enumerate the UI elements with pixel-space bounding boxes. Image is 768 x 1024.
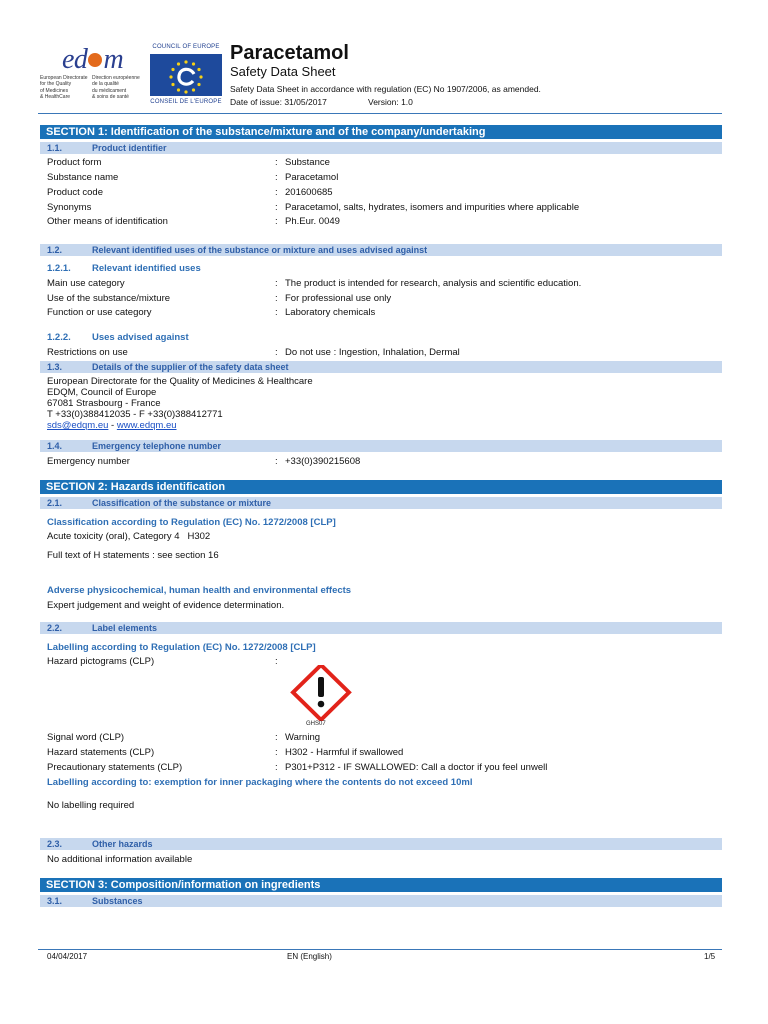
footer-divider	[38, 949, 722, 950]
header-divider	[38, 113, 722, 114]
document-subtitle: Safety Data Sheet	[230, 64, 336, 79]
footer-date: 04/04/2017	[47, 952, 88, 961]
label-row-precautionary-statements: Precautionary statements (CLP) : P301+P312 - IF SWALLOWED: Call a doctor if you feel unwell	[47, 762, 548, 773]
identifier-row-synonyms: Synonyms : Paracetamol, salts, hydrates, isomers and impurities where applicable	[47, 202, 580, 213]
supplier-contact-links: sds@edqm.eu - www.edqm.eu	[47, 420, 177, 431]
issue-date: Date of issue: 31/05/2017	[230, 97, 327, 107]
coe-label-bottom: CONSEIL DE L'EUROPE	[150, 99, 222, 105]
emergency-row: Emergency number : +33(0)390215608	[47, 456, 361, 467]
full-text-note: Full text of H statements : see section 16	[47, 550, 219, 561]
coe-flag-icon	[150, 54, 222, 96]
footer-language: EN (English)	[287, 952, 332, 961]
edqm-subtitle-en: European Directorate for the Quality of Medicines & HealthCare	[40, 75, 88, 100]
subsection-2-3-header: 2.3. Other hazards	[40, 838, 722, 850]
edqm-logo	[40, 44, 145, 110]
use-row-function: Function or use category : Laboratory chemicals	[47, 307, 376, 318]
document-title: Paracetamol	[230, 42, 349, 64]
document-version: Version: 1.0	[368, 97, 413, 107]
supplier-website-link[interactable]: www.edqm.eu	[116, 420, 177, 431]
clp-classification-heading: Classification according to Regulation (EC) No. 1272/2008 [CLP]	[47, 517, 336, 528]
supplier-line: European Directorate for the Quality of Medicines & Healthcare	[47, 376, 313, 387]
regulation-note: Safety Data Sheet in accordance with regulation (EC) No 1907/2006, as amended.	[230, 84, 541, 94]
supplier-email-link[interactable]: sds@edqm.eu	[47, 420, 109, 431]
classification-line: Acute toxicity (oral), Category 4 H302	[47, 531, 211, 542]
section-1-header: SECTION 1: Identification of the substance/mixture and of the company/undertaking	[40, 125, 722, 139]
edqm-wordmark: ed m	[62, 44, 124, 75]
edqm-orange-dot-icon	[88, 53, 102, 67]
supplier-line: EDQM, Council of Europe	[47, 387, 157, 398]
identifier-row-other-means: Other means of identification : Ph.Eur. 0049	[47, 216, 340, 227]
subsection-1-2-2-heading: 1.2.2. Uses advised against	[47, 332, 189, 343]
identifier-row-substance-name: Substance name : Paracetamol	[47, 172, 339, 183]
adverse-effects-text: Expert judgement and weight of evidence determination.	[47, 600, 285, 611]
council-of-europe-logo	[148, 44, 224, 108]
supplier-line: 67081 Strasbourg - France	[47, 398, 161, 409]
adverse-effects-heading: Adverse physicochemical, human health and environmental effects	[47, 585, 352, 596]
use-row-substance-use: Use of the substance/mixture : For professional use only	[47, 293, 392, 304]
restrictions-row: Restrictions on use : Do not use : Ingestion, Inhalation, Dermal	[47, 347, 460, 358]
identifier-row-product-form: Product form : Substance	[47, 157, 330, 168]
other-hazards-text: No additional information available	[47, 854, 193, 865]
subsection-2-2-header: 2.2. Label elements	[40, 622, 722, 634]
subsection-1-4-header: 1.4. Emergency telephone number	[40, 440, 722, 452]
subsection-1-2-header: 1.2. Relevant identified uses of the substance or mixture and uses advised against	[40, 244, 722, 256]
subsection-1-3-header: 1.3. Details of the supplier of the safety data sheet	[40, 361, 722, 373]
section-2-header: SECTION 2: Hazards identification	[40, 480, 722, 494]
subsection-1-2-1-heading: 1.2.1. Relevant identified uses	[47, 263, 201, 274]
ghs07-exclamation-icon	[286, 665, 356, 721]
subsection-2-1-header: 2.1. Classification of the substance or mixture	[40, 497, 722, 509]
exemption-heading: Labelling according to: exemption for inner packaging where the contents do not exceed 10ml	[47, 777, 473, 788]
use-row-main-category: Main use category : The product is intended for research, analysis and scientific education.	[47, 278, 582, 289]
coe-label-top: COUNCIL OF EUROPE	[152, 44, 220, 50]
identifier-row-product-code: Product code : 201600685	[47, 187, 333, 198]
pictograms-row: Hazard pictograms (CLP) :	[47, 656, 278, 667]
label-row-signal-word: Signal word (CLP) : Warning	[47, 732, 321, 743]
label-row-hazard-statements: Hazard statements (CLP) : H302 - Harmful if swallowed	[47, 747, 404, 758]
footer-page-number: 1/5	[704, 952, 716, 961]
edqm-subtitle-fr: Direction européenne de la qualité du médicament & soins de santé	[92, 75, 140, 100]
exemption-text: No labelling required	[47, 800, 135, 811]
subsection-1-1-header: 1.1. Product identifier	[40, 142, 722, 154]
section-3-header: SECTION 3: Composition/information on ingredients	[40, 878, 722, 892]
subsection-3-1-header: 3.1. Substances	[40, 895, 722, 907]
clp-labelling-heading: Labelling according to Regulation (EC) No. 1272/2008 [CLP]	[47, 642, 316, 653]
supplier-line: T +33(0)388412035 - F +33(0)388412771	[47, 409, 223, 420]
ghs-pictogram-code: GHS07	[306, 721, 326, 727]
